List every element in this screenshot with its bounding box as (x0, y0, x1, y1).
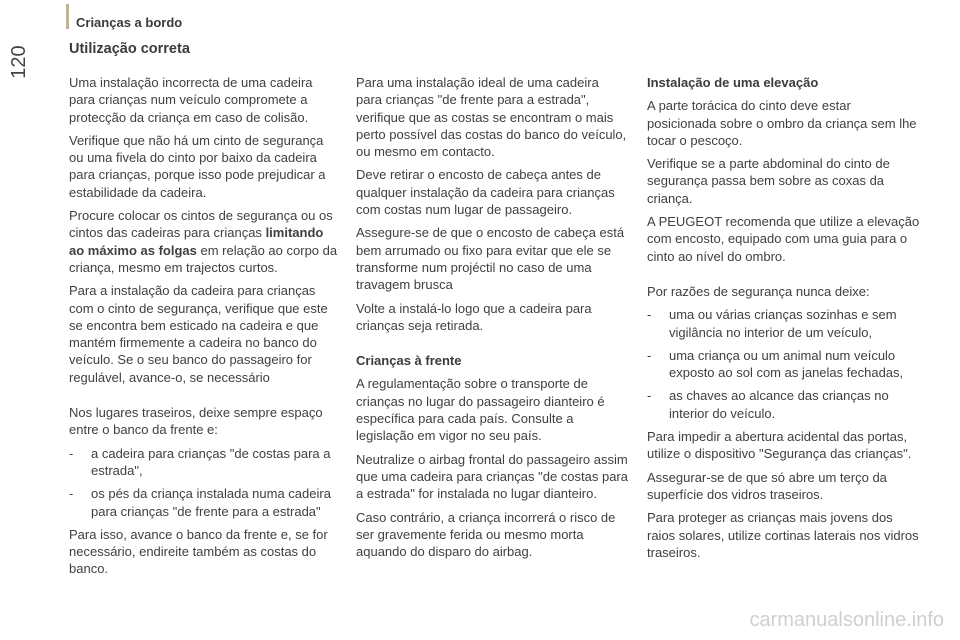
section-label: Crianças a bordo (76, 15, 183, 30)
list-item (647, 387, 923, 422)
paragraph: A parte torácica do cinto deve estar posicionada sobre o ombro da criança sem lhe tocar o pescoço. (647, 98, 917, 148)
list-item (69, 445, 341, 480)
column-3 (647, 74, 923, 567)
bullet-dash: - (69, 486, 74, 502)
paragraph: Para impedir a abertura acidental das portas, utilize o dispositivo "Segurança das crianças". (647, 429, 912, 462)
watermark: carmanualsonline.info (749, 609, 944, 631)
emphasis-text: limitando ao máximo as folgas (69, 225, 324, 258)
paragraph: A PEUGEOT recomenda que utilize a elevação com encosto, equipado com uma guia para o cinto ao nível do ombro. (647, 214, 920, 264)
bullet-list (69, 445, 341, 520)
paragraph: Caso contrário, a criança incorrerá o risco de ser gravemente ferida ou mesmo morta aquando do disparo do airbag. (356, 509, 616, 560)
bullet-list (647, 306, 923, 422)
paragraph: Deve retirar o encosto de cabeça antes de qualquer instalação da cadeira para crianças com costas num lugar de passageiro. (356, 167, 615, 218)
list-item (647, 306, 923, 341)
page-number: 120 (8, 45, 30, 79)
paragraph: Uma instalação incorrecta de uma cadeira para crianças num veículo compromete a protecção da criança em caso de colisão. (69, 75, 313, 125)
bullet-dash: - (647, 347, 652, 363)
subheading-booster: Instalação de uma elevação (647, 75, 819, 90)
text-run: Procure colocar os cintos de segurança ou os cintos das cadeiras para crianças (69, 208, 333, 241)
header-accent-bar (66, 4, 69, 29)
bullet-dash: - (69, 445, 74, 461)
paragraph: Verifique se a parte abdominal do cinto de segurança passa bem sobre as coxas da criança. (647, 156, 890, 206)
list-item (647, 347, 923, 382)
paragraph: Volte a instalá-lo logo que a cadeira para crianças seja retirada. (356, 300, 592, 333)
paragraph: Assegurar-se de que só abre um terço da superfície dos vidros traseiros. (647, 469, 887, 502)
paragraph: Verifique que não há um cinto de segurança ou uma fivela do cinto por baixo da cadeira para crianças, porque isso pode prejudicar a estabilidade da cadeira. (69, 132, 326, 200)
paragraph: Para isso, avance o banco da frente e, se for necessário, endireite também as costas do banco. (69, 526, 328, 577)
paragraph: Para a instalação da cadeira para crianças com o cinto de segurança, verifique que este se encontra bem esticado na cadeira e que mantém firmemente a cadeira no banco do veículo. Se o seu banco do passageiro for regulável, avance-o, se necessário (69, 283, 328, 385)
paragraph: A regulamentação sobre o transporte de crianças no lugar do passageiro dianteiro é específica para cada país. Consulte a legislação em vigor no seu país. (356, 376, 605, 444)
paragraph: Neutralize o airbag frontal do passageiro assim que uma cadeira para crianças "de costas para a estrada" for instalada no lugar dianteiro. (356, 451, 628, 502)
bullet-dash: - (647, 388, 652, 404)
page-title: Utilização correta (69, 41, 190, 57)
paragraph: Por razões de segurança nunca deixe: (647, 283, 870, 299)
paragraph (69, 207, 341, 276)
bullet-dash: - (647, 307, 652, 323)
paragraph: Para proteger as crianças mais jovens dos raios solares, utilize cortinas laterais nos vidros traseiros. (647, 510, 919, 560)
list-item-text: os pés da criança instalada numa cadeira para crianças "de frente para a estrada" (91, 486, 331, 519)
text-run: em relação ao corpo da criança, mesmo em trajectos curtos. (69, 242, 338, 275)
list-item-text: as chaves ao alcance das crianças no interior do veículo. (669, 388, 889, 421)
list-item-text: uma criança ou um animal num veículo exposto ao sol com as janelas fechadas, (669, 347, 904, 381)
column-2 (356, 74, 628, 566)
subheading-front-seat: Crianças à frente (356, 353, 462, 369)
paragraph: Nos lugares traseiros, deixe sempre espaço entre o banco da frente e: (69, 405, 323, 438)
paragraph: Assegure-se de que o encosto de cabeça está bem arrumado ou fixo para evitar que ele se transforme num projéctil no caso de uma travagem brusca (356, 225, 625, 293)
list-item-text: uma ou várias crianças sozinhas e sem vigilância no interior de um veículo, (669, 307, 897, 340)
column-1 (69, 74, 341, 584)
list-item-text: a cadeira para crianças "de costas para a estrada", (91, 445, 331, 478)
paragraph: Para uma instalação ideal de uma cadeira para crianças "de frente para a estrada", verifique que as costas se encontram o mais perto possível das costas do banco do veículo, ou mesmo em contacto. (356, 75, 627, 160)
list-item (69, 485, 341, 520)
